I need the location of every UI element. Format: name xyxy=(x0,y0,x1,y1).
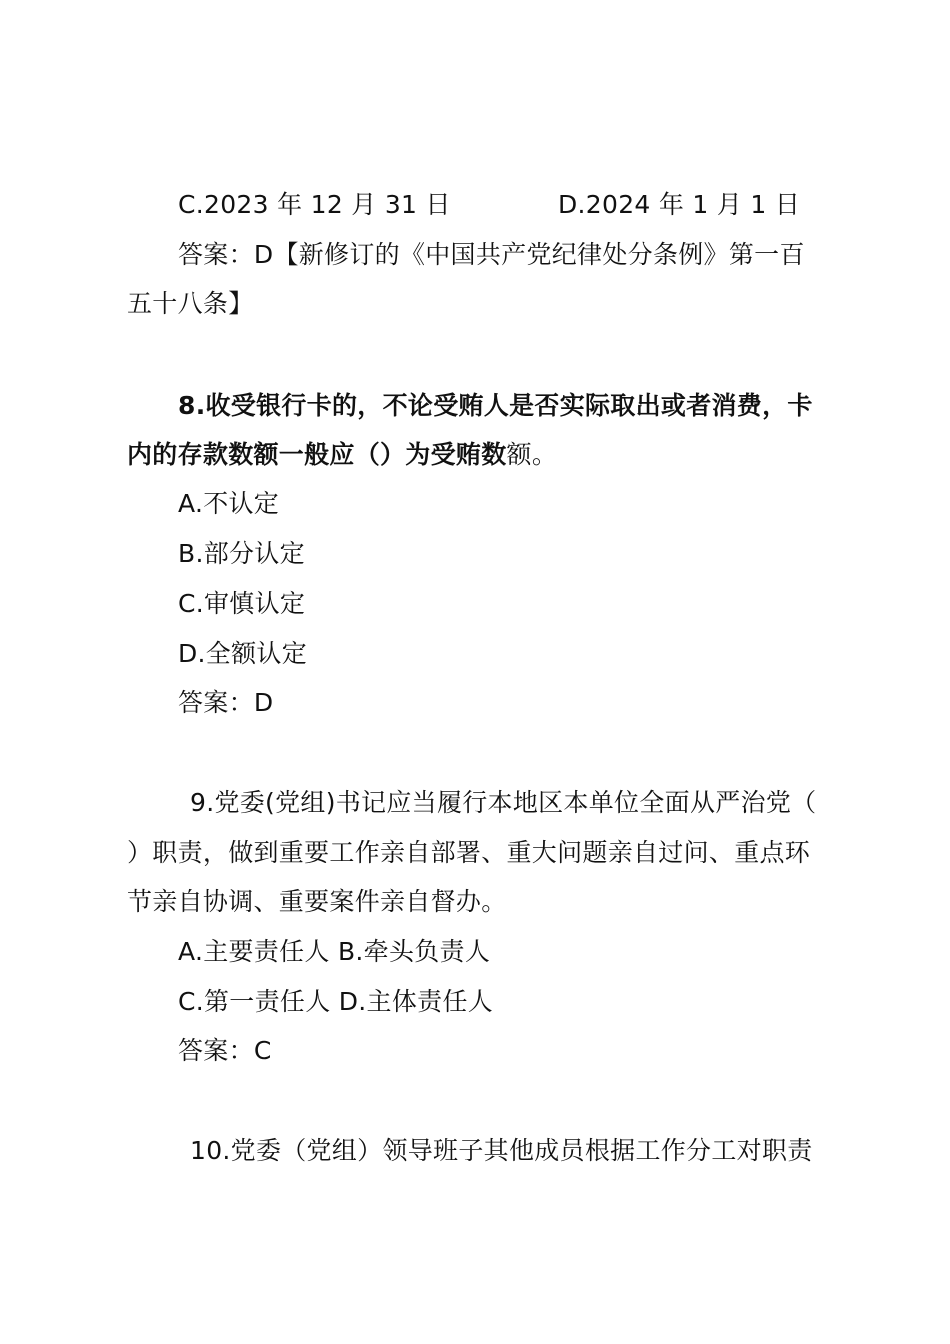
q9-question-line2: ）职责，做到重要工作亲自部署、重大问题亲自过问、重点环 xyxy=(127,838,811,867)
q8-answer: 答案：D xyxy=(178,688,274,717)
q8-question-line1: 8.收受银行卡的，不论受贿人是否实际取出或者消费，卡 xyxy=(178,391,813,420)
q9-options-line1: A.主要责任人 B.牵头负责人 xyxy=(178,937,491,966)
q8-option-a: A.不认定 xyxy=(178,489,280,518)
q7-option-c: C.2023 年 12 月 31 日 xyxy=(178,190,451,219)
q10-question-line1: 10.党委（党组）领导班子其他成员根据工作分工对职责 xyxy=(190,1136,813,1165)
q9-question-line1: 9.党委(党组)书记应当履行本地区本单位全面从严治党（ xyxy=(190,788,817,817)
q8-question-line2-tail: 额。 xyxy=(506,440,558,469)
q7-option-d: D.2024 年 1 月 1 日 xyxy=(558,190,801,219)
q9-question-line3: 节亲自协调、重要案件亲自督办。 xyxy=(127,887,507,916)
q7-answer-line1: 答案：D【新修订的《中国共产党纪律处分条例》第一百 xyxy=(178,240,805,269)
q8-option-c: C.审慎认定 xyxy=(178,589,306,618)
q9-options-line2: C.第一责任人 D.主体责任人 xyxy=(178,987,494,1016)
q8-question-line2 xyxy=(127,440,557,470)
q8-option-b: B.部分认定 xyxy=(178,539,305,568)
q9-answer: 答案：C xyxy=(178,1036,272,1065)
q8-question-line2-bold: 内的存款数额一般应（）为受贿数 xyxy=(127,440,507,469)
q7-options-row xyxy=(178,190,878,222)
q7-answer-line2: 五十八条】 xyxy=(127,289,254,318)
q8-option-d: D.全额认定 xyxy=(178,639,307,668)
